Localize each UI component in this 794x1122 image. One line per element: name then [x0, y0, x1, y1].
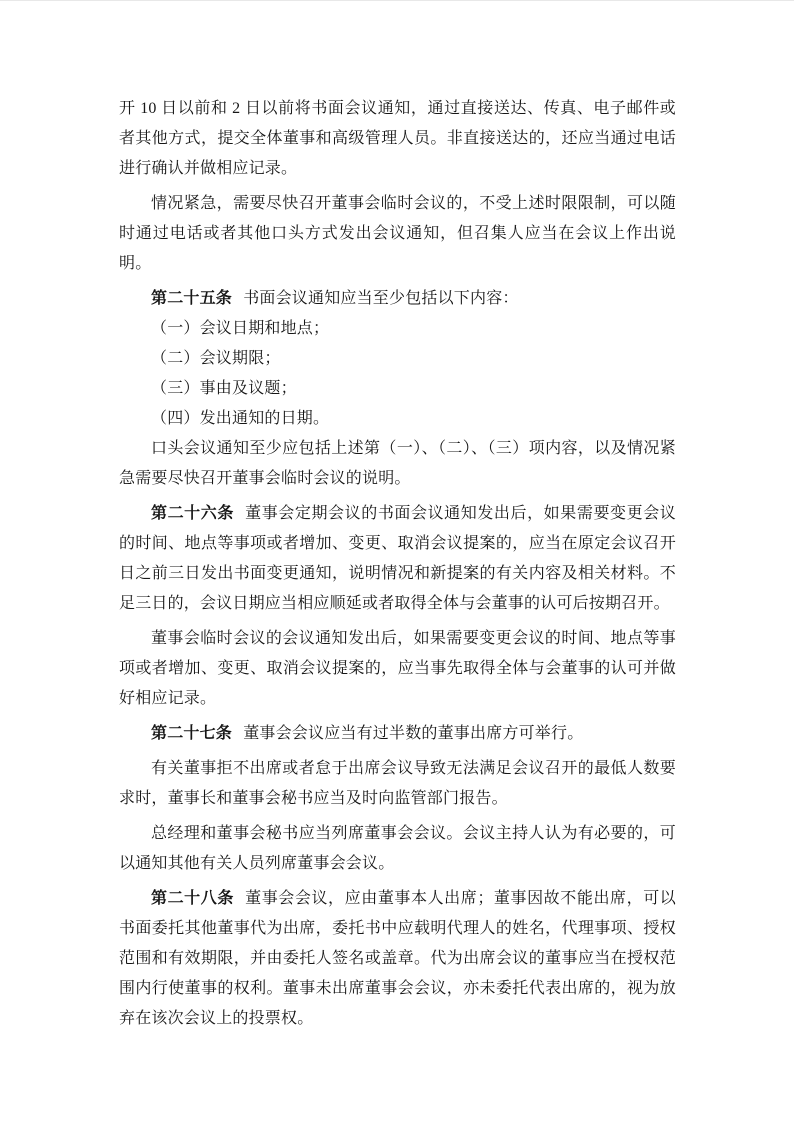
article-text: 董事会定期会议的书面会议通知发出后，如果需要变更会议的时间、地点等事项或者增加、变更、取消会议提案的，应当在原定会议召开日之前三日发出书面变更通知，说明情况和新提案的有关内容及相关材料。不足三日的，会议日期应当相应顺延或者取得全体与会董事的认可后按期召开。 [119, 505, 676, 612]
article-paragraph [119, 284, 676, 314]
body-paragraph: 有关董事拒不出席或者怠于出席会议导致无法满足会议召开的最低人数要求时，董事长和董事会秘书应当及时向监管部门报告。 [119, 760, 676, 807]
article-number: 第二十八条 [151, 890, 234, 907]
article-number: 第二十六条 [151, 505, 234, 522]
list-item-paragraph: （三）事由及议题； [151, 380, 297, 397]
body-paragraph: 总经理和董事会秘书应当列席董事会会议。会议主持人认为有必要的，可以通知其他有关人员列席董事会会议。 [119, 825, 676, 872]
article-text: 董事会会议应当有过半数的董事出席方可举行。 [243, 725, 584, 742]
article-text: 书面会议通知应当至少包括以下内容： [243, 290, 519, 307]
article-paragraph [119, 719, 676, 749]
list-item-paragraph: （二）会议期限； [151, 350, 281, 367]
list-item-paragraph: （四）发出通知的日期。 [151, 410, 330, 427]
article-paragraph [119, 884, 676, 1034]
article-text: 董事会会议，应由董事本人出席；董事因故不能出席，可以书面委托其他董事代为出席，委托书中应载明代理人的姓名，代理事项、授权范围和有效期限，并由委托人签名或盖章。代为出席会议的董事应当在授权范围内行使董事的权利。董事未出席董事会会议，亦未委托代表出席的，视为放弃在该次会议上的投票权。 [119, 890, 676, 1027]
body-paragraph: 口头会议通知至少应包括上述第（一）、（二）、（三）项内容，以及情况紧急需要尽快召开董事会临时会议的说明。 [119, 440, 676, 487]
continuation-paragraph: 开 10 日以前和 2 日以前将书面会议通知，通过直接送达、传真、电子邮件或者其他方式，提交全体董事和高级管理人员。非直接送达的，还应当通过电话进行确认并做相应记录。 [119, 100, 676, 177]
body-paragraph: 情况紧急，需要尽快召开董事会临时会议的，不受上述时限限制，可以随时通过电话或者其他口头方式发出会议通知，但召集人应当在会议上作出说明。 [119, 195, 676, 272]
document-body [119, 94, 676, 1034]
article-paragraph [119, 499, 676, 619]
body-paragraph: 董事会临时会议的会议通知发出后，如果需要变更会议的时间、地点等事项或者增加、变更、取消会议提案的，应当事先取得全体与会董事的认可并做好相应记录。 [119, 630, 676, 707]
article-number: 第二十七条 [151, 725, 233, 742]
article-number: 第二十五条 [151, 290, 233, 307]
list-item-paragraph: （一）会议日期和地点； [151, 320, 330, 337]
